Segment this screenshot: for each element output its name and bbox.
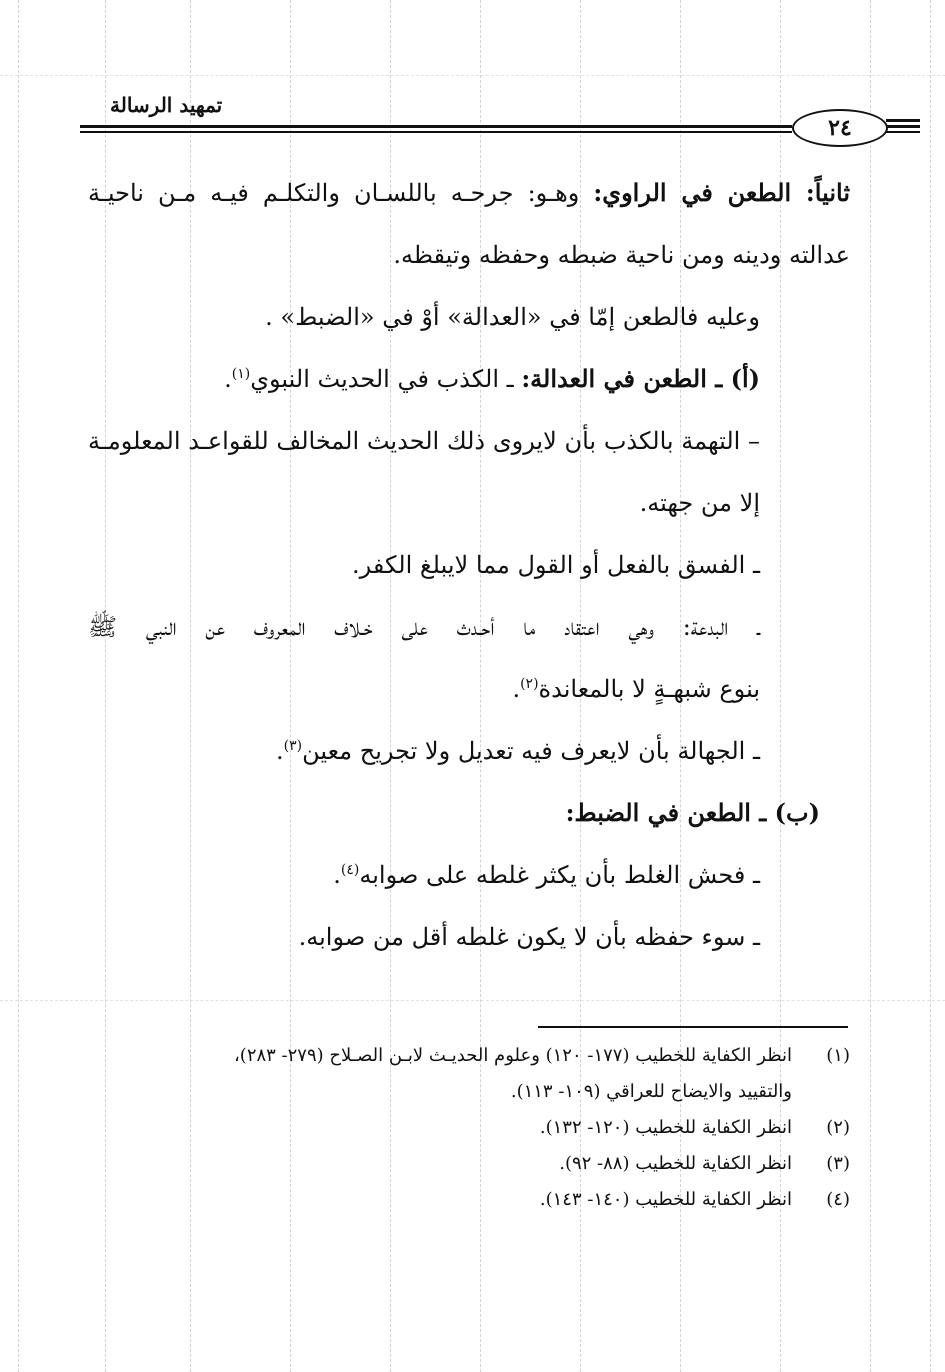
item-fahsh-text: ـ فحش الغلط بأن يكثر غلطه على صوابه (359, 861, 760, 889)
footnote-ref: (٣) (283, 738, 303, 754)
footnotes (88, 1038, 850, 1218)
footnote-1 (88, 1038, 850, 1110)
footnote-2 (88, 1110, 850, 1146)
footnote-number: (١) (826, 1045, 850, 1066)
footnote-text: انظر الكفاية للخطيب (٨٨- ٩٢). (559, 1153, 792, 1174)
page-number: ٢٤ (792, 109, 888, 147)
header-rule (80, 131, 792, 133)
header-rule (80, 125, 792, 128)
item-accusation-line-2: إلا من جهته. (639, 489, 760, 517)
footnote-text (88, 1038, 792, 1110)
page-header (70, 95, 860, 165)
item-bidah-text: بنوع شبهـةٍ لا بالمعاندة (538, 675, 760, 703)
paragraph-intro-line-2: عدالته ودينه ومن ناحية ضبطه وحفظه وتيقظه. (393, 241, 850, 269)
item-bidah-line-2: بنوع شبهـةٍ لا بالمعاندة$^{(٢)}$. (512, 675, 760, 703)
item-fahsh: ـ فحش الغلط بأن يكثر غلطه على صوابه$^{(٤)}$. (333, 861, 760, 889)
footnote-4 (88, 1182, 850, 1218)
intro-label: ثانياً: الطعن في الراوي: (593, 178, 850, 207)
footnote-line: انظر الكفاية للخطيب (١٧٧- ١٢٠) وعلوم الحديـث لابـن الصـلاح (٢٧٩- ٢٨٣)، (233, 1045, 792, 1066)
grid-line (870, 0, 871, 1372)
main-text (88, 162, 850, 968)
footnote-3 (88, 1146, 850, 1182)
footnote-number: (٤) (826, 1189, 850, 1210)
item-accusation-line-1: – التهمة بالكذب بأن لايروى ذلك الحديث المخالف للقواعـد المعلومـة (88, 427, 760, 455)
footnote-ref: (٢) (520, 676, 539, 692)
section-a-label: (أ) ـ الطعن في العدالة: (521, 364, 760, 393)
item-jahala-text: ـ الجهالة بأن لايعرف فيه تعديل ولا تجريح معين (302, 737, 760, 765)
intro-text: وهـو: جرحـه باللسـان والتكلـم فيـه مـن ناحيـة (88, 179, 580, 207)
item-bidah-line-1: ـ البدعة: وهي اعتقاد ما أحـدث على خـلاف المعروف عن النبي ﷺ (88, 613, 760, 641)
grid-line (18, 0, 19, 1372)
footnote-separator (538, 1026, 848, 1028)
footnote-ref: (٤) (340, 862, 360, 878)
grid-line (0, 75, 945, 76)
section-a-heading: (أ) ـ الطعن في العدالة: ـ الكذب في الحديث النبوي$^{(١)}$. (224, 364, 760, 393)
footnote-line: والتقييد والايضاح للعراقي (١٠٩- ١١٣). (510, 1081, 792, 1102)
section-a-text: ـ الكذب في الحديث النبوي (250, 365, 514, 393)
footnote-text: انظر الكفاية للخطيب (١٢٠- ١٣٢). (539, 1117, 792, 1138)
grid-line (0, 1000, 945, 1001)
header-rule (886, 119, 920, 122)
paragraph-intro-line-1 (88, 162, 850, 224)
header-rule (886, 125, 920, 128)
item-fisq: ـ الفسق بالفعل أو القول مما لايبلغ الكفر. (351, 551, 760, 579)
grid-line (930, 0, 931, 1372)
footnote-ref: (١) (231, 366, 251, 382)
item-hifz: ـ سوء حفظه بأن لا يكون غلطه أقل من صوابه. (298, 923, 760, 951)
item-jahala: ـ الجهالة بأن لايعرف فيه تعديل ولا تجريح معين$^{(٣)}$. (276, 737, 760, 765)
footnote-number: (٣) (826, 1153, 850, 1174)
footnote-text: انظر الكفاية للخطيب (١٤٠- ١٤٣). (539, 1189, 792, 1210)
summary-line: وعليه فالطعن إمّا في «العدالة» أوْ في «الضبط» . (265, 303, 760, 331)
footnote-number: (٢) (826, 1117, 850, 1138)
header-rule (886, 131, 920, 133)
section-b-heading: (ب) ـ الطعن في الضبط: (565, 798, 820, 827)
running-title: تمهيد الرسالة (110, 93, 223, 117)
